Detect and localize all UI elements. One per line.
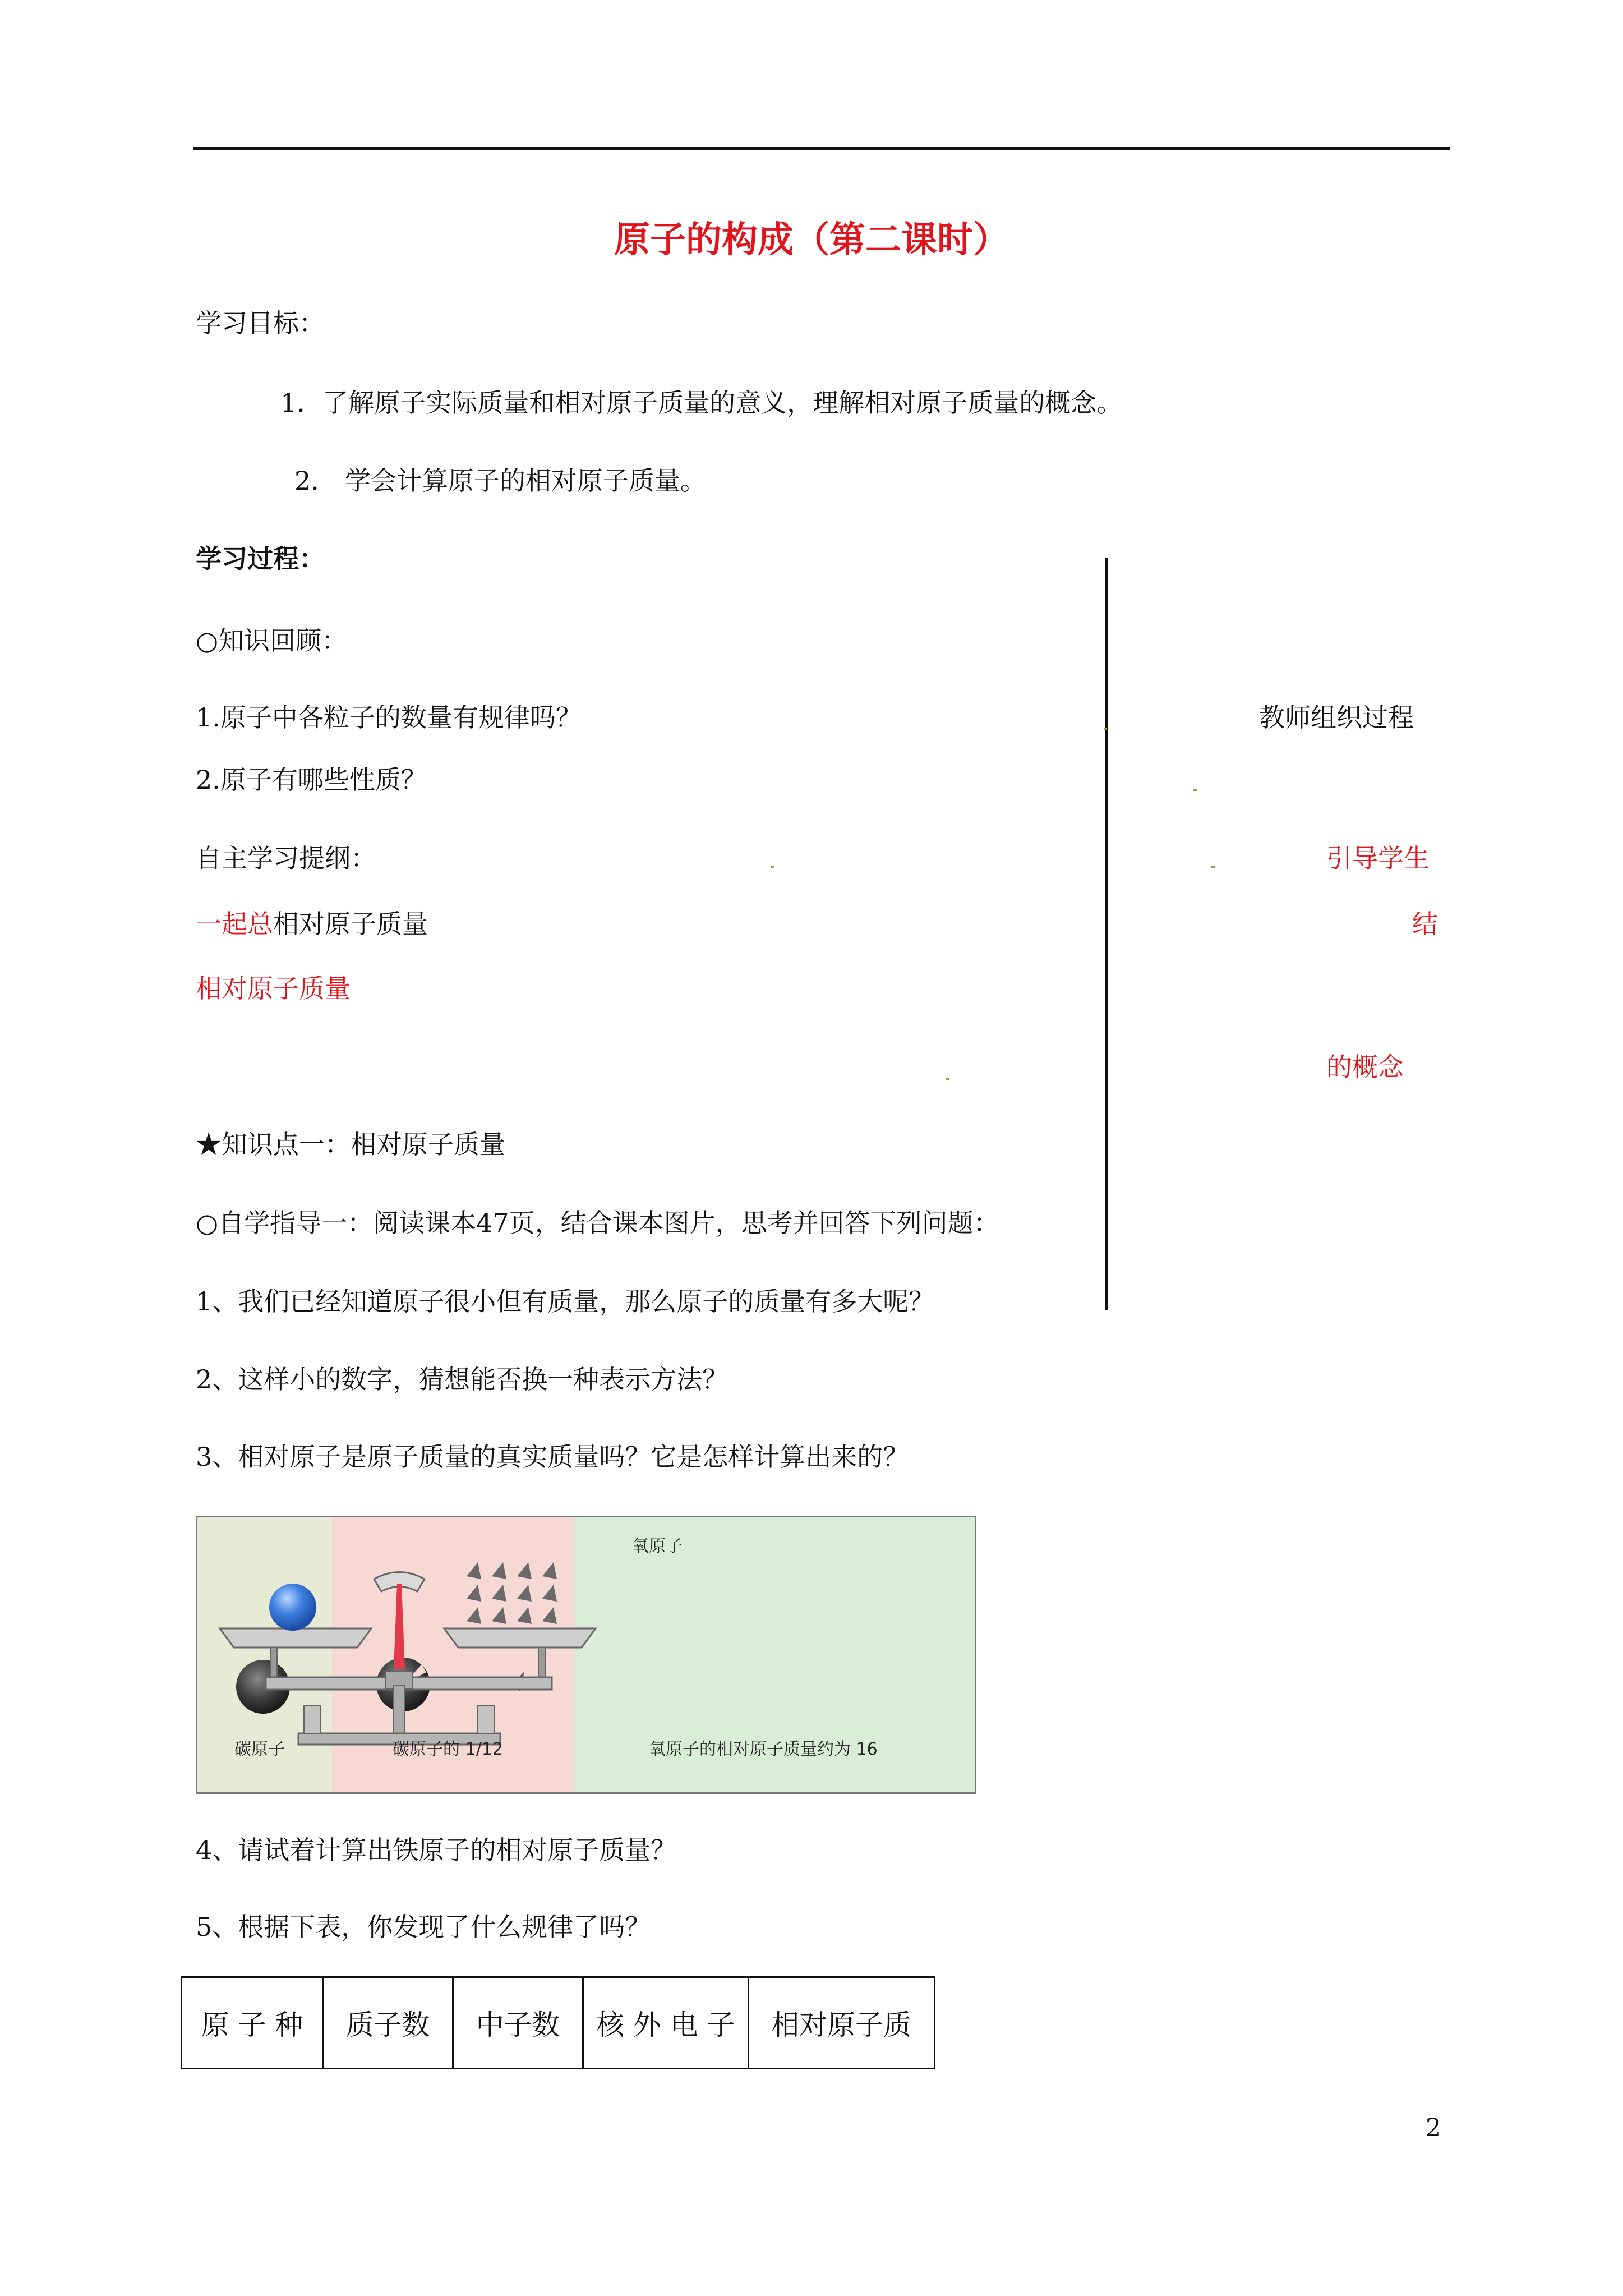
header-rule xyxy=(193,147,1450,150)
table-header-cell: 核 外 电 子 xyxy=(583,1977,749,2069)
caption-carbon-fraction: 碳原子的 1/12 xyxy=(393,1740,503,1759)
objective-item-2: 2． 学会计算原子的相对原子质量。 xyxy=(294,466,706,496)
knowledge-point: ★知识点一：相对原子质量 xyxy=(196,1129,505,1159)
label-oxygen: 氧原子 xyxy=(632,1536,683,1556)
review-question-2: 2.原子有哪些性质？ xyxy=(196,765,427,795)
question-5: 5、根据下表，你发现了什么规律了吗？ xyxy=(196,1912,651,1942)
objectives-heading: 学习目标： xyxy=(196,308,325,338)
speck xyxy=(771,866,774,868)
outline-line-1-red: 一起总 xyxy=(196,909,273,939)
atom-data-table xyxy=(181,1976,935,2069)
sidebar-line-3: 的概念 xyxy=(1326,1052,1404,1082)
table-header-cell: 原 子 种 xyxy=(182,1977,323,2069)
page-number: 2 xyxy=(1426,2114,1441,2142)
speck xyxy=(1193,789,1197,791)
sidebar-line-2: 结 xyxy=(1412,909,1438,939)
outline-line-2: 相对原子质量 xyxy=(196,973,351,1004)
speck xyxy=(1211,866,1215,868)
table-header-cell: 质子数 xyxy=(323,1977,453,2069)
sidebar-line-1: 引导学生 xyxy=(1326,843,1430,873)
column-divider xyxy=(1105,558,1108,1310)
review-heading: ○知识回顾： xyxy=(196,625,348,656)
review-question-1: 1.原子中各粒子的数量有规律吗？ xyxy=(196,702,582,733)
caption-oxygen: 氧原子的相对原子质量约为 16 xyxy=(649,1740,878,1759)
table-header-row xyxy=(182,1977,935,2069)
question-1: 1、我们已经知道原子很小但有质量，那么原子的质量有多大呢？ xyxy=(196,1286,935,1317)
sidebar-heading: 教师组织过程 xyxy=(1259,702,1414,733)
table-header-cell: 中子数 xyxy=(453,1977,583,2069)
outline-line-1-black: 相对原子质量 xyxy=(273,909,428,939)
question-3: 3、相对原子是原子质量的真实质量吗？它是怎样计算出来的？ xyxy=(196,1442,909,1472)
outline-line-1 xyxy=(196,907,428,941)
page-title: 原子的构成（第二课时） xyxy=(614,219,1009,261)
oxygen-atom-icon xyxy=(269,1584,316,1631)
process-heading: 学习过程： xyxy=(196,544,325,574)
table-header-cell: 相对原子质 xyxy=(748,1977,934,2069)
carbon-fraction-pieces-icon xyxy=(467,1562,557,1624)
outline-heading: 自主学习提纲： xyxy=(196,843,376,873)
objective-item-1: 1．了解原子实际质量和相对原子质量的意义，理解相对原子质量的概念。 xyxy=(280,388,1123,418)
speck xyxy=(946,1078,949,1080)
speck xyxy=(1104,728,1107,730)
question-2: 2、这样小的数字，猜想能否换一种表示方法？ xyxy=(196,1364,728,1395)
relative-atomic-mass-figure xyxy=(196,1516,976,1794)
self-study-guide: ○自学指导一：阅读课本47页，结合课本图片，思考并回答下列问题： xyxy=(196,1208,999,1238)
caption-carbon: 碳原子 xyxy=(234,1740,285,1759)
question-4: 4、请试着计算出铁原子的相对原子质量？ xyxy=(196,1835,677,1865)
